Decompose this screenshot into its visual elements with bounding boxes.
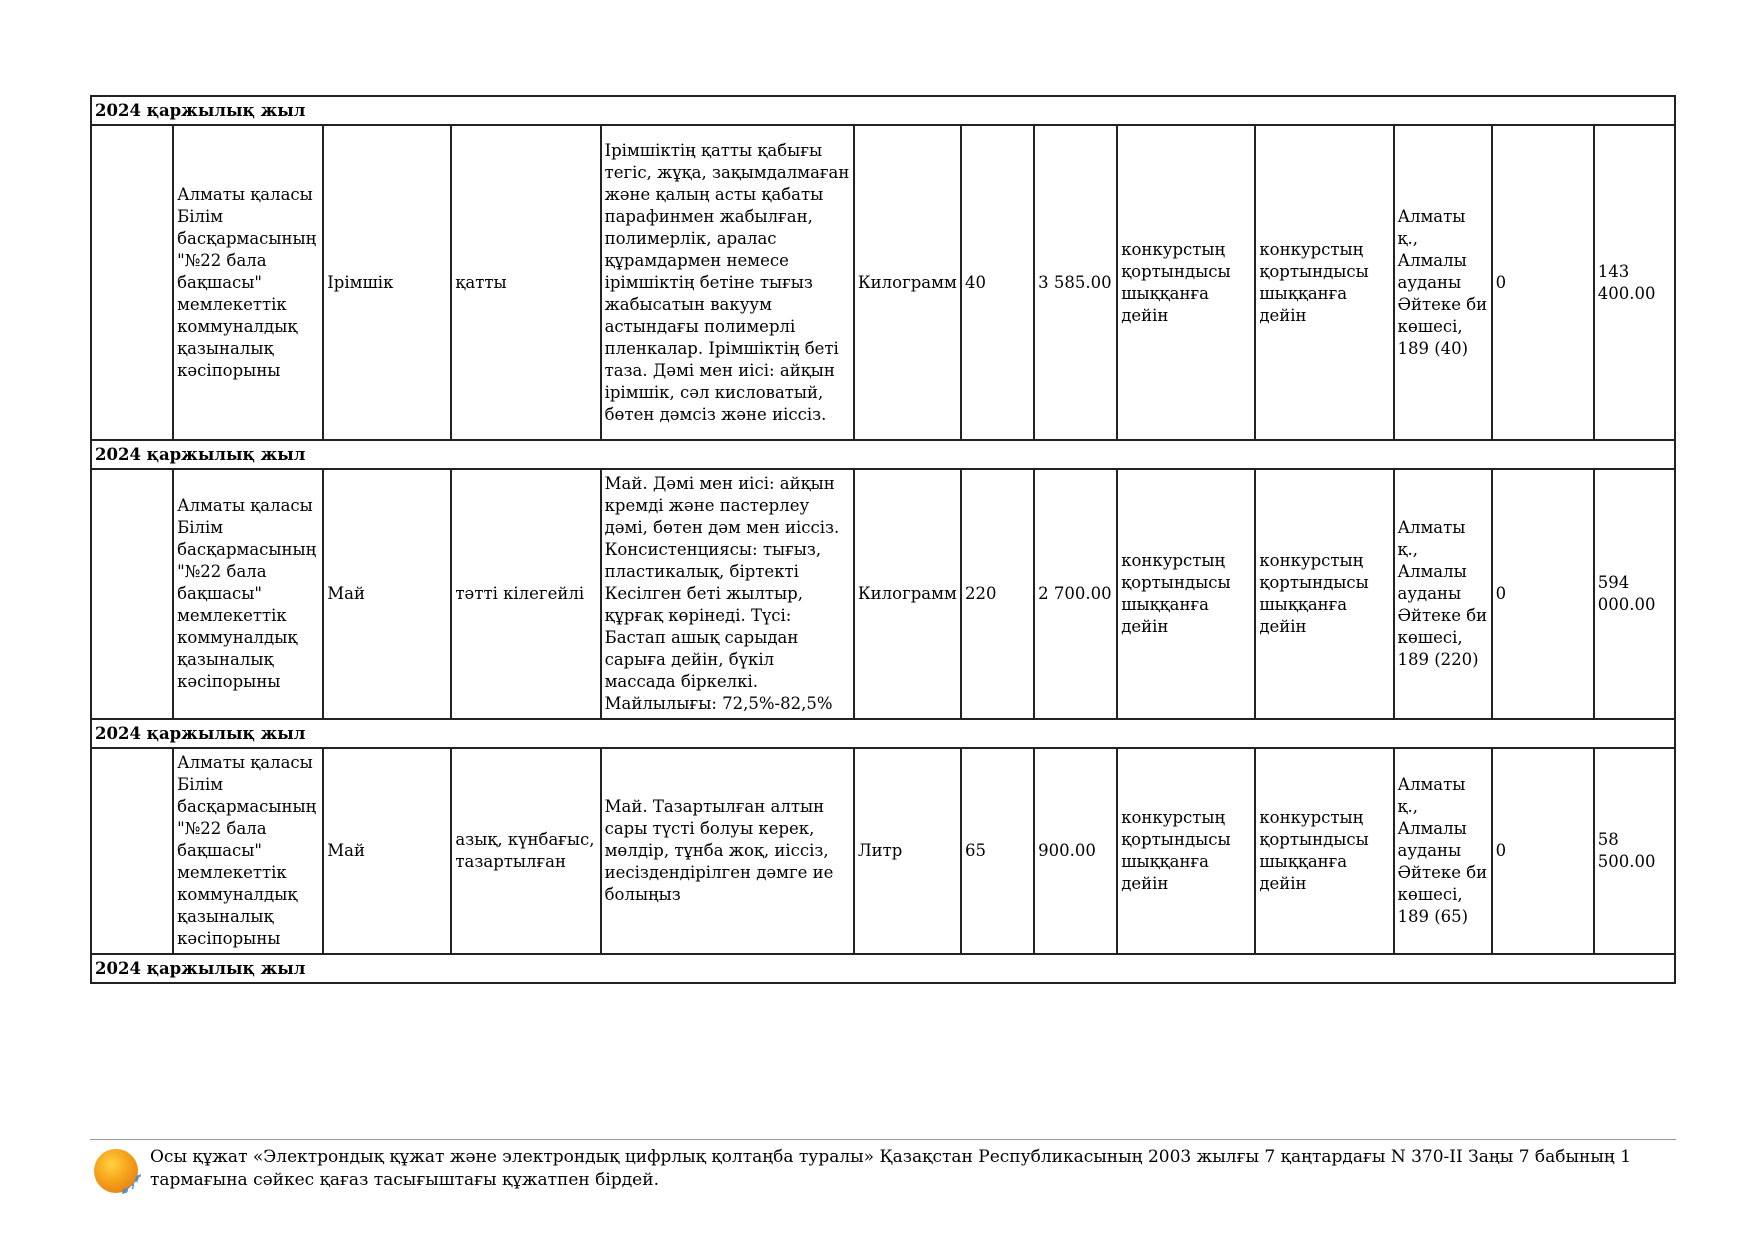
item-description: Май. Дәмі мен иісі: айқын кремді және пастерлеу дәмі, бөтен дәм мен иіссіз. Консистенциясы: тығыз, пластикалық, біртекті Кесілген беті жылтыр, құрғақ көрінеді. Түсі: Бастап ашық сарыдан сарыға дейін, бүкіл массада біркелкі. Майлылығы: 72,5%-82,5% [601,469,854,719]
item-name: Май [323,469,451,719]
year-header-row [91,719,1675,748]
period-start: конкурстың қортындысы шыққанға дейін [1117,125,1255,440]
delivery-address: Алматы қ., Алмалы ауданы Әйтеке би көшесі, 189 (65) [1394,748,1492,954]
table-row [91,125,1675,440]
advance-payment: 0 [1492,125,1594,440]
row-number [91,748,173,954]
customer-name: Алматы қаласы Білім басқармасының "№22 бала бақшасы" мемлекеттік коммуналдық қазыналық кәсіпорыны [173,748,323,954]
unit: Килограмм [854,125,961,440]
table-row [91,748,1675,954]
table-row [91,469,1675,719]
item-characteristic: тәтті кілегейлі [451,469,600,719]
year-header-row [91,440,1675,469]
unit-price: 900.00 [1034,748,1117,954]
period-end: конкурстың қортындысы шыққанға дейін [1255,125,1393,440]
total-amount: 143 400.00 [1594,125,1675,440]
quantity: 65 [961,748,1034,954]
period-start: конкурстың қортындысы шыққанға дейін [1117,469,1255,719]
year-header-row [91,954,1675,983]
item-description: Май. Тазартылған алтын сары түсті болуы керек, мөлдір, тұнба жоқ, иіссіз, иесіздендірілген дәмге ие болыңыз [601,748,854,954]
unit: Килограмм [854,469,961,719]
row-number [91,469,173,719]
customer-name: Алматы қаласы Білім басқармасының "№22 бала бақшасы" мемлекеттік коммуналдық қазыналық кәсіпорыны [173,469,323,719]
unit: Литр [854,748,961,954]
customer-name: Алматы қаласы Білім басқармасының "№22 бала бақшасы" мемлекеттік коммуналдық қазыналық кәсіпорыны [173,125,323,440]
egov-sun-logo-icon [92,1146,144,1198]
item-characteristic: азық, күнбағыс, тазартылған [451,748,600,954]
row-number [91,125,173,440]
quantity: 220 [961,469,1034,719]
item-description: Ірімшіктің қатты қабығы тегіс, жұқа, зақымдалмаған және қалың асты қабаты парафинмен жабылған, полимерлік, аралас құрамдармен немесе ірімшіктің бетіне тығыз жабысатын вакуум астындағы полимерлі пленкалар. Ірімшіктің беті таза. Дәмі мен иісі: айқын ірімшік, сәл кисловатый, бөтен дәмсіз және иіссіз. [601,125,854,440]
total-amount: 58 500.00 [1594,748,1675,954]
period-end: конкурстың қортындысы шыққанға дейін [1255,469,1393,719]
unit-price: 2 700.00 [1034,469,1117,719]
period-start: конкурстың қортындысы шыққанға дейін [1117,748,1255,954]
item-name: Май [323,748,451,954]
unit-price: 3 585.00 [1034,125,1117,440]
document-footer [90,1139,1676,1190]
procurement-table [90,95,1676,984]
year-label: 2024 қаржылық жыл [91,954,1675,983]
quantity: 40 [961,125,1034,440]
advance-payment: 0 [1492,469,1594,719]
advance-payment: 0 [1492,748,1594,954]
year-header-row [91,96,1675,125]
year-label: 2024 қаржылық жыл [91,96,1675,125]
item-name: Ірімшік [323,125,451,440]
period-end: конкурстың қортындысы шыққанға дейін [1255,748,1393,954]
year-label: 2024 қаржылық жыл [91,440,1675,469]
year-label: 2024 қаржылық жыл [91,719,1675,748]
legal-notice: Осы құжат «Электрондық құжат және электрондық цифрлық қолтаңба туралы» Қазақстан Республикасының 2003 жылғы 7 қаңтардағы N 370-II Заңы 7 бабының 1 тармағына сәйкес қағаз тасығыштағы құжатпен бірдей. [150,1147,1632,1190]
total-amount: 594 000.00 [1594,469,1675,719]
item-characteristic: қатты [451,125,600,440]
delivery-address: Алматы қ., Алмалы ауданы Әйтеке би көшесі, 189 (40) [1394,125,1492,440]
delivery-address: Алматы қ., Алмалы ауданы Әйтеке би көшесі, 189 (220) [1394,469,1492,719]
